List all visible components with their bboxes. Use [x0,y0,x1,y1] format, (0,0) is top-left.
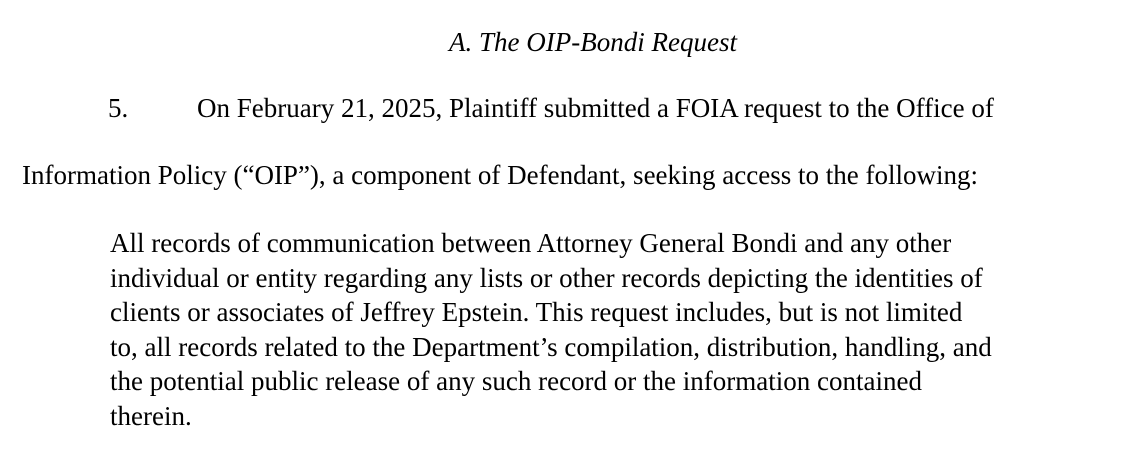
block-quote-line-2: individual or entity regarding any lists or other records depicting the identities of [110,262,983,293]
block-quote-line-3: clients or associates of Jeffrey Epstein. This request includes, but is not limited [110,297,963,327]
block-quote [110,226,1110,433]
section-heading: A. The OIP-Bondi Request [449,27,737,57]
paragraph-line-2: Information Policy (“OIP”), a component of Defendant, seeking access to the following: [22,160,978,190]
block-quote-line-1: All records of communication between Attorney General Bondi and any other [110,228,952,258]
block-quote-line-6: therein. [110,400,192,431]
paragraph-line-1: On February 21, 2025, Plaintiff submitted a FOIA request to the Office of [197,93,994,123]
paragraph-number: 5. [108,93,129,123]
block-quote-line-5: the potential public release of any such record or the information contained [110,366,922,396]
block-quote-line-4: to, all records related to the Department’s compilation, distribution, handling, and [110,331,992,362]
